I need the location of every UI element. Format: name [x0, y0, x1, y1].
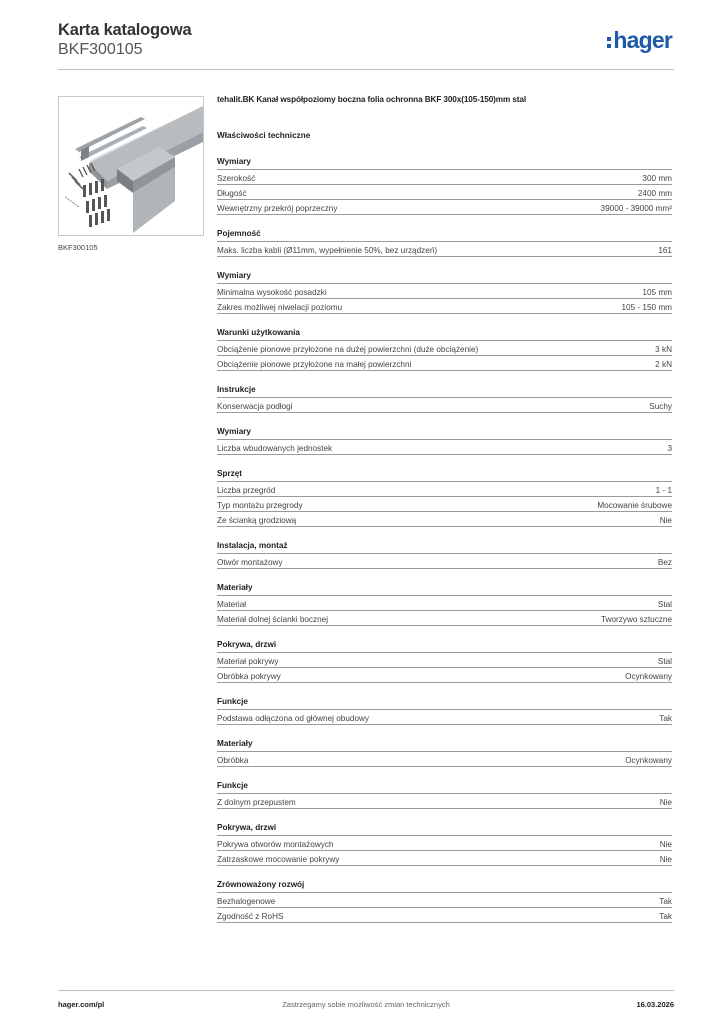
property-row — [217, 893, 672, 908]
property-row — [217, 356, 672, 371]
section-title: Materiały — [217, 738, 672, 752]
section-title: Funkcje — [217, 696, 672, 710]
property-row — [217, 710, 672, 725]
property-row — [217, 440, 672, 455]
property-row — [217, 299, 672, 314]
property-row — [217, 554, 672, 569]
property-value: 2 kN — [655, 360, 672, 369]
section-title: Pokrywa, drzwi — [217, 639, 672, 653]
property-value: Suchy — [649, 402, 672, 411]
property-section — [217, 228, 672, 257]
image-caption: BKF300105 — [58, 243, 98, 252]
property-value: 105 - 150 mm — [621, 303, 672, 312]
property-label: Długość — [217, 189, 247, 198]
property-label: Materiał pokrywy — [217, 657, 279, 666]
property-label: Zakres możliwej niwelacji poziomu — [217, 303, 343, 312]
property-label: Obróbka — [217, 756, 249, 765]
logo-dots-icon — [607, 37, 611, 48]
property-label: Maks. liczba kabli (Ø11mm, wypełnienie 50%, bez urządzeń) — [217, 246, 438, 255]
property-value: Tak — [659, 912, 672, 921]
property-row — [217, 200, 672, 215]
property-label: Ze ścianką grodziową — [217, 516, 297, 525]
property-row — [217, 908, 672, 923]
property-value: Nie — [659, 840, 672, 849]
section-title: Pokrywa, drzwi — [217, 822, 672, 836]
property-label: Szerokość — [217, 174, 256, 183]
product-content — [217, 94, 672, 923]
logo-text: hager — [613, 27, 672, 53]
product-image — [58, 96, 204, 236]
property-label: Obciążenie pionowe przyłożone na małej powierzchni — [217, 360, 412, 369]
property-value: Ocynkowany — [625, 756, 672, 765]
property-value: Mocowanie śrubowe — [597, 501, 672, 510]
property-row — [217, 596, 672, 611]
property-value: 300 mm — [642, 174, 672, 183]
property-row — [217, 668, 672, 683]
property-row — [217, 170, 672, 185]
property-row — [217, 497, 672, 512]
page-header — [58, 20, 674, 70]
property-section — [217, 327, 672, 371]
section-title: Funkcje — [217, 780, 672, 794]
property-label: Liczba wbudowanych jednostek — [217, 444, 333, 453]
property-row — [217, 836, 672, 851]
property-row — [217, 851, 672, 866]
property-value: Tak — [659, 897, 672, 906]
property-section — [217, 384, 672, 413]
product-code: BKF300105 — [58, 41, 143, 58]
property-section — [217, 156, 672, 215]
property-label: Konserwacja podłogi — [217, 402, 293, 411]
property-label: Typ montażu przegrody — [217, 501, 303, 510]
property-section — [217, 468, 672, 527]
property-value: 2400 mm — [637, 189, 672, 198]
property-section — [217, 696, 672, 725]
property-section — [217, 582, 672, 626]
property-value: 39000 - 39000 mm² — [600, 204, 672, 213]
property-label: Materiał — [217, 600, 247, 609]
property-value: 161 — [658, 246, 672, 255]
property-label: Wewnętrzny przekrój poprzeczny — [217, 204, 338, 213]
property-label: Podstawa odłączona od głównej obudowy — [217, 714, 370, 723]
footer-date: 16.03.2026 — [636, 1000, 674, 1009]
section-title: Materiały — [217, 582, 672, 596]
property-section — [217, 822, 672, 866]
property-value: 1 - 1 — [655, 486, 672, 495]
property-row — [217, 284, 672, 299]
property-value: 105 mm — [642, 288, 672, 297]
property-row — [217, 398, 672, 413]
property-label: Z dolnym przepustem — [217, 798, 296, 807]
property-value: Nie — [659, 798, 672, 807]
property-section — [217, 879, 672, 923]
property-label: Minimalna wysokość posadzki — [217, 288, 327, 297]
property-label: Obróbka pokrywy — [217, 672, 281, 681]
section-title: Instrukcje — [217, 384, 672, 398]
property-value: Tak — [659, 714, 672, 723]
product-description: tehalit.BK Kanał współpoziomy boczna folia ochronna BKF 300x(105-150)mm stal — [217, 95, 527, 104]
property-value: Ocynkowany — [625, 672, 672, 681]
section-title: Zrównoważony rozwój — [217, 879, 672, 893]
property-label: Materiał dolnej ścianki bocznej — [217, 615, 329, 624]
property-label: Bezhalogenowe — [217, 897, 276, 906]
property-section — [217, 270, 672, 314]
section-title: Warunki użytkowania — [217, 327, 672, 341]
section-title: Wymiary — [217, 270, 672, 284]
property-row — [217, 512, 672, 527]
property-section — [217, 540, 672, 569]
document-title: Karta katalogowa — [58, 21, 192, 39]
section-title: Sprzęt — [217, 468, 672, 482]
properties-heading: Właściwości techniczne — [217, 131, 311, 140]
technical-sections — [217, 156, 672, 923]
property-value: 3 kN — [655, 345, 672, 354]
cable-duct-illustration — [59, 97, 204, 236]
hager-logo — [607, 27, 672, 53]
section-title: Wymiary — [217, 156, 672, 170]
property-value: Bez — [657, 558, 672, 567]
property-label: Pokrywa otworów montażowych — [217, 840, 334, 849]
property-label: Zgodność z RoHS — [217, 912, 284, 921]
property-row — [217, 341, 672, 356]
property-row — [217, 752, 672, 767]
property-label: Otwór montażowy — [217, 558, 283, 567]
property-row — [217, 482, 672, 497]
property-row — [217, 611, 672, 626]
property-row — [217, 794, 672, 809]
property-value: 3 — [667, 444, 672, 453]
property-section — [217, 780, 672, 809]
property-value: Tworzywo sztuczne — [601, 615, 672, 624]
property-label: Obciążenie pionowe przyłożone na dużej powierzchni (duże obciążenie) — [217, 345, 479, 354]
property-label: Liczba przegród — [217, 486, 276, 495]
property-section — [217, 639, 672, 683]
property-value: Stal — [657, 600, 672, 609]
page-footer — [58, 990, 674, 1020]
section-title: Instalacja, montaż — [217, 540, 672, 554]
property-section — [217, 738, 672, 767]
property-value: Nie — [659, 516, 672, 525]
property-value: Stal — [657, 657, 672, 666]
property-row — [217, 653, 672, 668]
section-title: Pojemność — [217, 228, 672, 242]
property-label: Zatrzaskowe mocowanie pokrywy — [217, 855, 340, 864]
section-title: Wymiary — [217, 426, 672, 440]
property-row — [217, 242, 672, 257]
property-value: Nie — [659, 855, 672, 864]
footer-notice: Zastrzegamy sobie możliwość zmian technicznych — [282, 1000, 450, 1009]
property-section — [217, 426, 672, 455]
property-row — [217, 185, 672, 200]
website-link[interactable]: hager.com/pl — [58, 1000, 105, 1009]
